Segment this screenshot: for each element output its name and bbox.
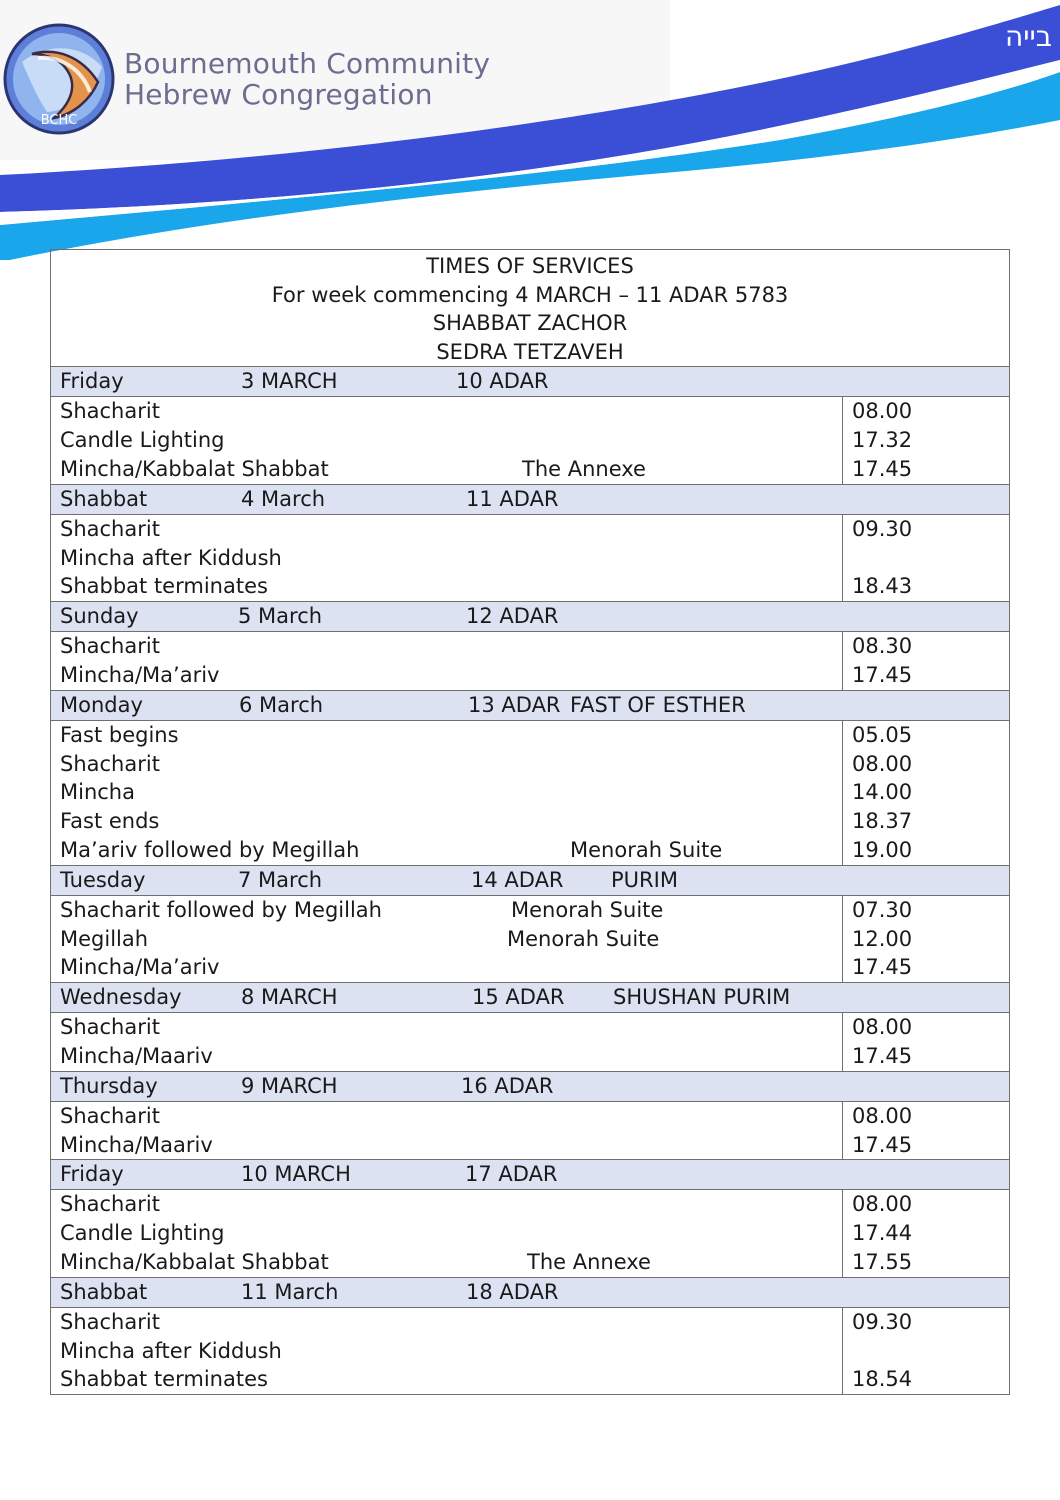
times-cell	[843, 1190, 1010, 1277]
day-header	[51, 983, 1009, 1012]
service-line	[51, 1102, 842, 1131]
day-date: 7 March	[238, 867, 323, 892]
day-date: 3 MARCH	[241, 369, 338, 394]
day-hebrew-date: 14 ADAR	[471, 867, 564, 892]
service-name: Ma’ariv followed by Megillah	[60, 837, 360, 862]
service-name: Shacharit	[60, 1103, 160, 1128]
day-header-row	[51, 1071, 1010, 1101]
service-line	[51, 397, 842, 426]
service-name: Mincha/Kabbalat Shabbat	[60, 1249, 329, 1274]
day-header	[51, 1160, 1009, 1189]
day-date: 6 March	[239, 692, 324, 717]
day-name: Friday	[60, 369, 124, 394]
day-header-row	[51, 484, 1010, 514]
service-location: Menorah Suite	[570, 837, 723, 862]
service-name: Shacharit	[60, 1309, 160, 1334]
day-header-row	[51, 602, 1010, 632]
services-cell	[51, 514, 843, 601]
service-line	[51, 1365, 842, 1394]
day-name: Shabbat	[60, 486, 148, 511]
services-row	[51, 1013, 1010, 1072]
day-header-cell	[51, 484, 1010, 514]
service-line	[51, 750, 842, 779]
service-name: Shacharit	[60, 516, 160, 541]
day-hebrew-date: 13 ADAR	[468, 692, 561, 717]
times-cell	[843, 720, 1010, 865]
service-line	[51, 661, 842, 690]
service-time: 12.00	[852, 926, 913, 951]
service-time: 09.30	[852, 1309, 913, 1334]
services-row	[51, 397, 1010, 484]
service-name: Mincha/Kabbalat Shabbat	[60, 456, 329, 481]
title-row	[51, 250, 1010, 367]
day-hebrew-date: 11 ADAR	[466, 486, 559, 511]
service-name: Shacharit	[60, 399, 160, 424]
day-header-cell	[51, 865, 1010, 895]
service-line	[51, 515, 842, 544]
service-time	[843, 1337, 1009, 1366]
service-line	[51, 1308, 842, 1337]
day-header-row	[51, 865, 1010, 895]
service-name: Shabbat terminates	[60, 574, 268, 599]
day-header-cell	[51, 602, 1010, 632]
day-hebrew-date: 17 ADAR	[465, 1162, 558, 1187]
service-line	[51, 807, 842, 836]
service-name: Mincha/Ma’ariv	[60, 955, 220, 980]
day-header	[51, 485, 1009, 514]
services-row	[51, 720, 1010, 865]
service-line	[51, 778, 842, 807]
service-time: 17.45	[852, 456, 913, 481]
title-week: For week commencing 4 MARCH – 11 ADAR 5783	[271, 282, 789, 307]
service-time: 17.32	[852, 428, 913, 453]
service-location: The Annexe	[527, 1249, 651, 1274]
service-line	[51, 1042, 842, 1071]
day-header-row	[51, 367, 1010, 397]
day-hebrew-date: 12 ADAR	[466, 604, 559, 629]
day-name: Friday	[60, 1162, 124, 1187]
times-cell	[843, 895, 1010, 982]
services-cell	[51, 1190, 843, 1277]
title-shabbat: SHABBAT ZACHOR	[432, 311, 628, 336]
service-line	[51, 1337, 842, 1366]
day-hebrew-date: 18 ADAR	[466, 1279, 559, 1304]
service-name: Fast begins	[60, 722, 179, 747]
services-row	[51, 895, 1010, 982]
day-header-row	[51, 1277, 1010, 1307]
day-name: Sunday	[60, 604, 139, 629]
times-cell	[843, 397, 1010, 484]
day-header	[51, 1278, 1009, 1307]
org-name-line1: Bournemouth Community	[124, 47, 491, 80]
day-date: 9 MARCH	[241, 1073, 338, 1098]
service-name: Shabbat terminates	[60, 1367, 268, 1392]
service-line	[51, 1190, 842, 1219]
day-header	[51, 367, 1009, 396]
service-time: 17.45	[852, 662, 913, 687]
service-time: 08.00	[852, 1192, 913, 1217]
services-row	[51, 632, 1010, 691]
service-name: Shacharit	[60, 634, 160, 659]
service-name: Fast ends	[60, 809, 160, 834]
services-row	[51, 1101, 1010, 1160]
service-line	[51, 426, 842, 455]
service-location: The Annexe	[522, 456, 646, 481]
day-hebrew-date: 15 ADAR	[472, 985, 565, 1010]
service-time: 08.00	[852, 1103, 913, 1128]
service-location: Menorah Suite	[511, 897, 664, 922]
day-header-row	[51, 1160, 1010, 1190]
services-schedule-table	[50, 249, 1010, 1395]
wave-banner-graphic	[0, 0, 1060, 260]
service-line	[51, 544, 842, 573]
service-time: 19.00	[852, 837, 913, 862]
service-line	[51, 836, 842, 865]
services-cell	[51, 1307, 843, 1394]
service-name: Shacharit followed by Megillah	[60, 897, 382, 922]
day-header-cell	[51, 1277, 1010, 1307]
day-note: SHUSHAN PURIM	[613, 985, 791, 1010]
service-line	[51, 896, 842, 925]
service-line	[51, 721, 842, 750]
title-sedra: SEDRA TETZAVEH	[436, 339, 624, 364]
service-time: 17.55	[852, 1249, 913, 1274]
service-location: Menorah Suite	[507, 926, 660, 951]
day-header-row	[51, 983, 1010, 1013]
service-time: 17.45	[852, 1132, 913, 1157]
service-name: Shacharit	[60, 1192, 160, 1217]
service-time	[843, 544, 1009, 573]
service-line	[51, 572, 842, 601]
day-note: FAST OF ESTHER	[570, 692, 746, 717]
day-name: Wednesday	[60, 985, 182, 1010]
service-name: Candle Lighting	[60, 428, 225, 453]
service-name: Mincha after Kiddush	[60, 1338, 282, 1363]
service-name: Candle Lighting	[60, 1221, 225, 1246]
service-line	[51, 1219, 842, 1248]
day-name: Shabbat	[60, 1279, 148, 1304]
day-note: PURIM	[611, 867, 678, 892]
services-cell	[51, 1013, 843, 1072]
bchc-logo	[2, 22, 116, 136]
services-row	[51, 514, 1010, 601]
services-cell	[51, 720, 843, 865]
service-time: 08.30	[852, 634, 913, 659]
service-time: 17.44	[852, 1221, 913, 1246]
service-time: 18.43	[852, 574, 913, 599]
hebrew-heading: בייה	[1004, 20, 1052, 53]
service-line	[51, 632, 842, 661]
day-header	[51, 866, 1009, 895]
day-date: 5 March	[238, 604, 323, 629]
day-date: 11 March	[241, 1279, 339, 1304]
service-time: 08.00	[852, 399, 913, 424]
service-time: 05.05	[852, 722, 913, 747]
services-row	[51, 1307, 1010, 1394]
logo-text: BCHC	[40, 113, 78, 128]
service-line	[51, 455, 842, 484]
org-name-line2: Hebrew Congregation	[124, 78, 433, 111]
day-header-cell	[51, 1160, 1010, 1190]
day-header	[51, 602, 1009, 631]
service-time: 17.45	[852, 1043, 913, 1068]
day-date: 8 MARCH	[241, 985, 338, 1010]
service-time: 18.54	[852, 1367, 913, 1392]
service-name: Mincha/Maariv	[60, 1043, 213, 1068]
service-time: 08.00	[852, 1015, 913, 1040]
times-cell	[843, 1101, 1010, 1160]
services-cell	[51, 632, 843, 691]
service-name: Mincha after Kiddush	[60, 545, 282, 570]
day-header-row	[51, 690, 1010, 720]
day-name: Thursday	[60, 1073, 158, 1098]
organization-name	[124, 48, 490, 110]
day-hebrew-date: 10 ADAR	[456, 369, 549, 394]
day-header-cell	[51, 367, 1010, 397]
services-cell	[51, 895, 843, 982]
service-name: Shacharit	[60, 1015, 160, 1040]
service-line	[51, 1131, 842, 1160]
service-time: 14.00	[852, 780, 913, 805]
service-time: 09.30	[852, 516, 913, 541]
day-header	[51, 1072, 1009, 1101]
day-header-cell	[51, 983, 1010, 1013]
header-banner	[0, 0, 1060, 260]
service-name: Shacharit	[60, 751, 160, 776]
services-cell	[51, 1101, 843, 1160]
services-cell	[51, 397, 843, 484]
day-header-cell	[51, 1071, 1010, 1101]
service-line	[51, 1013, 842, 1042]
day-header-cell	[51, 690, 1010, 720]
service-time: 08.00	[852, 751, 913, 776]
service-time: 17.45	[852, 955, 913, 980]
day-name: Tuesday	[60, 867, 146, 892]
day-header	[51, 691, 1009, 720]
services-row	[51, 1190, 1010, 1277]
times-cell	[843, 514, 1010, 601]
times-cell	[843, 632, 1010, 691]
service-line	[51, 1248, 842, 1277]
day-date: 4 March	[241, 486, 326, 511]
day-hebrew-date: 16 ADAR	[461, 1073, 554, 1098]
service-name: Mincha/Maariv	[60, 1132, 213, 1157]
day-date: 10 MARCH	[241, 1162, 351, 1187]
service-line	[51, 953, 842, 982]
service-time: 18.37	[852, 809, 913, 834]
service-name: Mincha/Ma’ariv	[60, 662, 220, 687]
times-cell	[843, 1013, 1010, 1072]
service-line	[51, 925, 842, 954]
title-cell	[51, 250, 1010, 367]
day-name: Monday	[60, 692, 143, 717]
service-name: Megillah	[60, 926, 149, 951]
times-cell	[843, 1307, 1010, 1394]
service-name: Mincha	[60, 780, 135, 805]
title-heading: TIMES OF SERVICES	[426, 254, 634, 278]
service-time: 07.30	[852, 897, 913, 922]
